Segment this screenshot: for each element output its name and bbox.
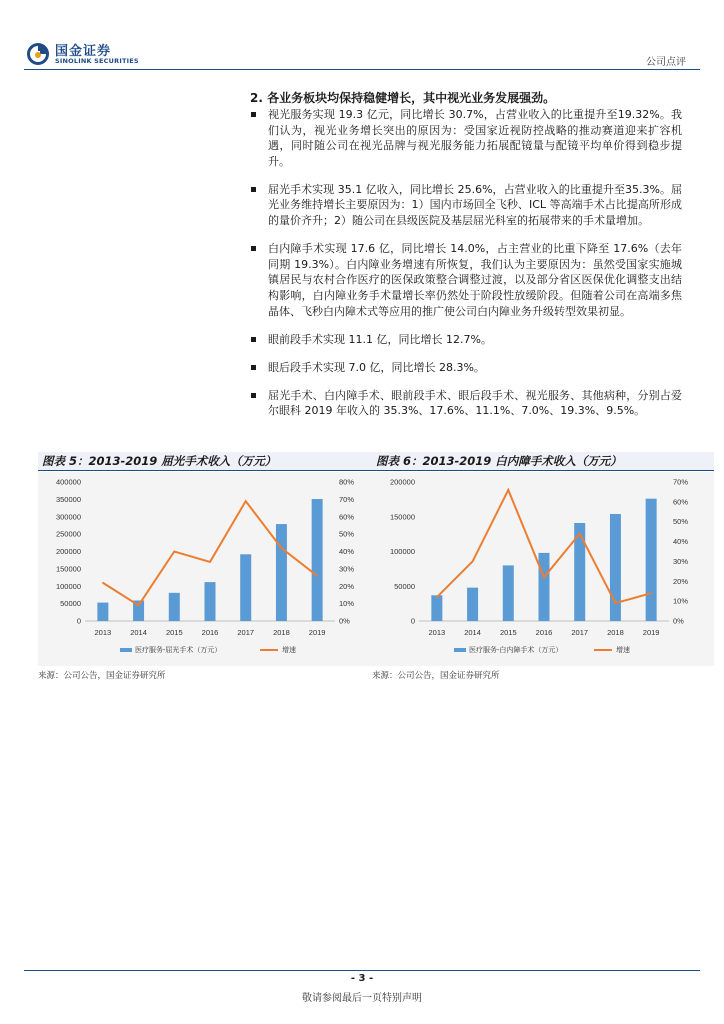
bullet-item: 视光服务实现 19.3 亿元，同比增长 30.7%，占营业收入的比重提升至19.32%。我们认为，视光业务增长突出的原因为：受国家近视防控战略的推动赛道迎来扩容机遇，同时随公司在视光品牌与视光服务能力拓展配镜量与配镜平均单价得到稳步提升。 bbox=[250, 107, 682, 169]
y2-tick-label: 40% bbox=[673, 537, 689, 547]
bullet-list bbox=[250, 107, 682, 432]
bar bbox=[276, 524, 287, 621]
y-tick-label: 250000 bbox=[55, 529, 81, 539]
page-number: - 3 - bbox=[350, 973, 374, 984]
line-point bbox=[650, 592, 652, 594]
x-tick-label: 2013 bbox=[94, 628, 112, 637]
y-tick-label: 150000 bbox=[55, 564, 81, 574]
legend-label: 增速 bbox=[616, 647, 630, 654]
y-tick-label: 150000 bbox=[389, 512, 415, 522]
legend-label: 增速 bbox=[282, 647, 296, 654]
chart-cataract-surgery bbox=[372, 452, 714, 666]
x-tick-label: 2016 bbox=[201, 628, 219, 637]
y2-tick-label: 40% bbox=[339, 547, 355, 556]
y2-tick-label: 60% bbox=[339, 512, 355, 522]
y-tick-label: 50000 bbox=[394, 581, 415, 591]
line-point bbox=[316, 575, 318, 577]
chart-title: 图表 5：2013-2019 屈光手术收入（万元） bbox=[38, 452, 380, 471]
y2-tick-label: 80% bbox=[339, 477, 355, 487]
y-tick-label: 400000 bbox=[55, 477, 81, 487]
x-tick-label: 2019 bbox=[308, 628, 326, 637]
y2-tick-label: 50% bbox=[339, 529, 355, 539]
chart-source: 来源：公司公告，国金证券研究所 bbox=[38, 671, 166, 681]
line-point bbox=[281, 547, 283, 549]
y2-tick-label: 0% bbox=[673, 616, 684, 626]
chart-svg bbox=[372, 472, 714, 666]
bar bbox=[240, 554, 251, 621]
x-tick-label: 2017 bbox=[237, 628, 255, 637]
y2-tick-label: 10% bbox=[339, 599, 355, 609]
x-tick-label: 2018 bbox=[273, 628, 290, 637]
y2-tick-label: 30% bbox=[673, 556, 689, 566]
bar bbox=[467, 588, 478, 621]
y2-tick-label: 20% bbox=[339, 581, 355, 591]
line-point bbox=[472, 561, 474, 563]
x-tick-label: 2014 bbox=[464, 628, 481, 637]
bar bbox=[97, 603, 108, 621]
line-point bbox=[245, 500, 247, 502]
x-tick-label: 2014 bbox=[130, 628, 147, 637]
chart-svg bbox=[38, 472, 380, 666]
line-point bbox=[543, 577, 545, 579]
line-point bbox=[579, 533, 581, 535]
bar bbox=[539, 553, 550, 621]
report-type-label: 公司点评 bbox=[646, 57, 686, 68]
bar bbox=[610, 514, 621, 621]
y2-tick-label: 50% bbox=[673, 517, 689, 527]
bar bbox=[431, 595, 442, 621]
line-point bbox=[209, 561, 211, 563]
line-point bbox=[102, 582, 104, 584]
y-tick-label: 0 bbox=[410, 616, 415, 626]
y-tick-label: 200000 bbox=[389, 477, 415, 487]
x-tick-label: 2013 bbox=[428, 628, 446, 637]
x-tick-label: 2015 bbox=[165, 628, 183, 637]
y-tick-label: 200000 bbox=[55, 547, 81, 556]
chart-refractive-surgery bbox=[38, 452, 380, 666]
y2-tick-label: 60% bbox=[673, 497, 689, 507]
line-point bbox=[173, 551, 175, 553]
bar bbox=[503, 565, 514, 621]
y2-tick-label: 30% bbox=[339, 564, 355, 574]
chart-plot-area bbox=[38, 472, 380, 666]
logo-english-name: SINOLINK SECURITIES bbox=[55, 57, 139, 65]
y2-tick-label: 20% bbox=[673, 576, 689, 586]
x-tick-label: 2017 bbox=[571, 628, 589, 637]
y-tick-label: 100000 bbox=[389, 547, 415, 556]
footer-disclaimer: 敬请参阅最后一页特别声明 bbox=[302, 993, 422, 1004]
line-point bbox=[507, 489, 509, 491]
bar bbox=[169, 593, 180, 621]
y-tick-label: 50000 bbox=[60, 599, 81, 609]
legend-label: 医疗服务-白内障手术（万元） bbox=[469, 647, 563, 654]
sinolink-logo bbox=[26, 40, 139, 68]
bullet-item: 屈光手术实现 35.1 亿收入，同比增长 25.6%，占营业收入的比重提升至35.3%。屈光业务维持增长主要原因为：1）国内市场回全飞秒、ICL 等高端手术占比提高所形成的量价齐升；2）随公司在县级医院及基层屈光科室的拓展带来的手术量增加。 bbox=[250, 182, 682, 229]
bullet-item: 屈光手术、白内障手术、眼前段手术、眼后段手术、视光服务、其他病种，分别占爱尔眼科 2019 年收入的 35.3%、17.6%、11.1%、7.0%、19.3%、9.5%。 bbox=[250, 388, 682, 419]
line-point bbox=[138, 605, 140, 607]
bar bbox=[312, 499, 323, 621]
sinolink-logo-icon bbox=[26, 42, 50, 66]
y2-tick-label: 70% bbox=[673, 477, 689, 487]
y2-tick-label: 0% bbox=[339, 616, 350, 626]
legend-swatch-bar bbox=[120, 648, 132, 652]
y2-tick-label: 70% bbox=[339, 494, 355, 504]
y2-tick-label: 10% bbox=[673, 596, 689, 606]
bar bbox=[646, 499, 657, 621]
line-point bbox=[615, 602, 617, 604]
section-title: 2. 各业务板块均保持稳健增长，其中视光业务发展强劲。 bbox=[250, 91, 556, 105]
bullet-item: 眼前段手术实现 11.1 亿，同比增长 12.7%。 bbox=[250, 332, 682, 348]
legend-swatch-bar bbox=[454, 648, 466, 652]
x-tick-label: 2019 bbox=[642, 628, 660, 637]
line-point bbox=[436, 596, 438, 598]
bullet-item: 白内障手术实现 17.6 亿，同比增长 14.0%，占主营业的比重下降至 17.6%（去年同期 19.3%）。白内障业务增速有所恢复，我们认为主要原因为：虽然受国家实施城镇居民与农村合作医疗的医保政策整合调整过渡，以及部分省区医保优化调整支出结构影响，白内障业务手术量增长率仍然处于阶段性放缓阶段。但随着公司在高端多焦晶体、飞秒白内障术式等应用的推广使公司白内障业务升级转型效果初显。 bbox=[250, 241, 682, 319]
bullet-item: 眼后段手术实现 7.0 亿，同比增长 28.3%。 bbox=[250, 360, 682, 376]
footer-divider bbox=[24, 970, 700, 971]
chart-plot-area bbox=[372, 472, 714, 666]
page-header bbox=[0, 0, 724, 72]
logo-chinese-name: 国金证券 bbox=[55, 44, 112, 59]
y-tick-label: 0 bbox=[76, 616, 81, 626]
x-tick-label: 2015 bbox=[499, 628, 517, 637]
header-divider bbox=[24, 69, 700, 70]
x-tick-label: 2016 bbox=[535, 628, 553, 637]
chart-source: 来源：公司公告，国金证券研究所 bbox=[372, 671, 500, 681]
y-tick-label: 350000 bbox=[55, 494, 81, 504]
chart-title: 图表 6：2013-2019 白内障手术收入（万元） bbox=[372, 452, 714, 471]
x-tick-label: 2018 bbox=[607, 628, 624, 637]
legend-label: 医疗服务-屈光手术（万元） bbox=[135, 647, 222, 654]
bar bbox=[205, 582, 216, 621]
y-tick-label: 300000 bbox=[55, 512, 81, 522]
y-tick-label: 100000 bbox=[55, 581, 81, 591]
